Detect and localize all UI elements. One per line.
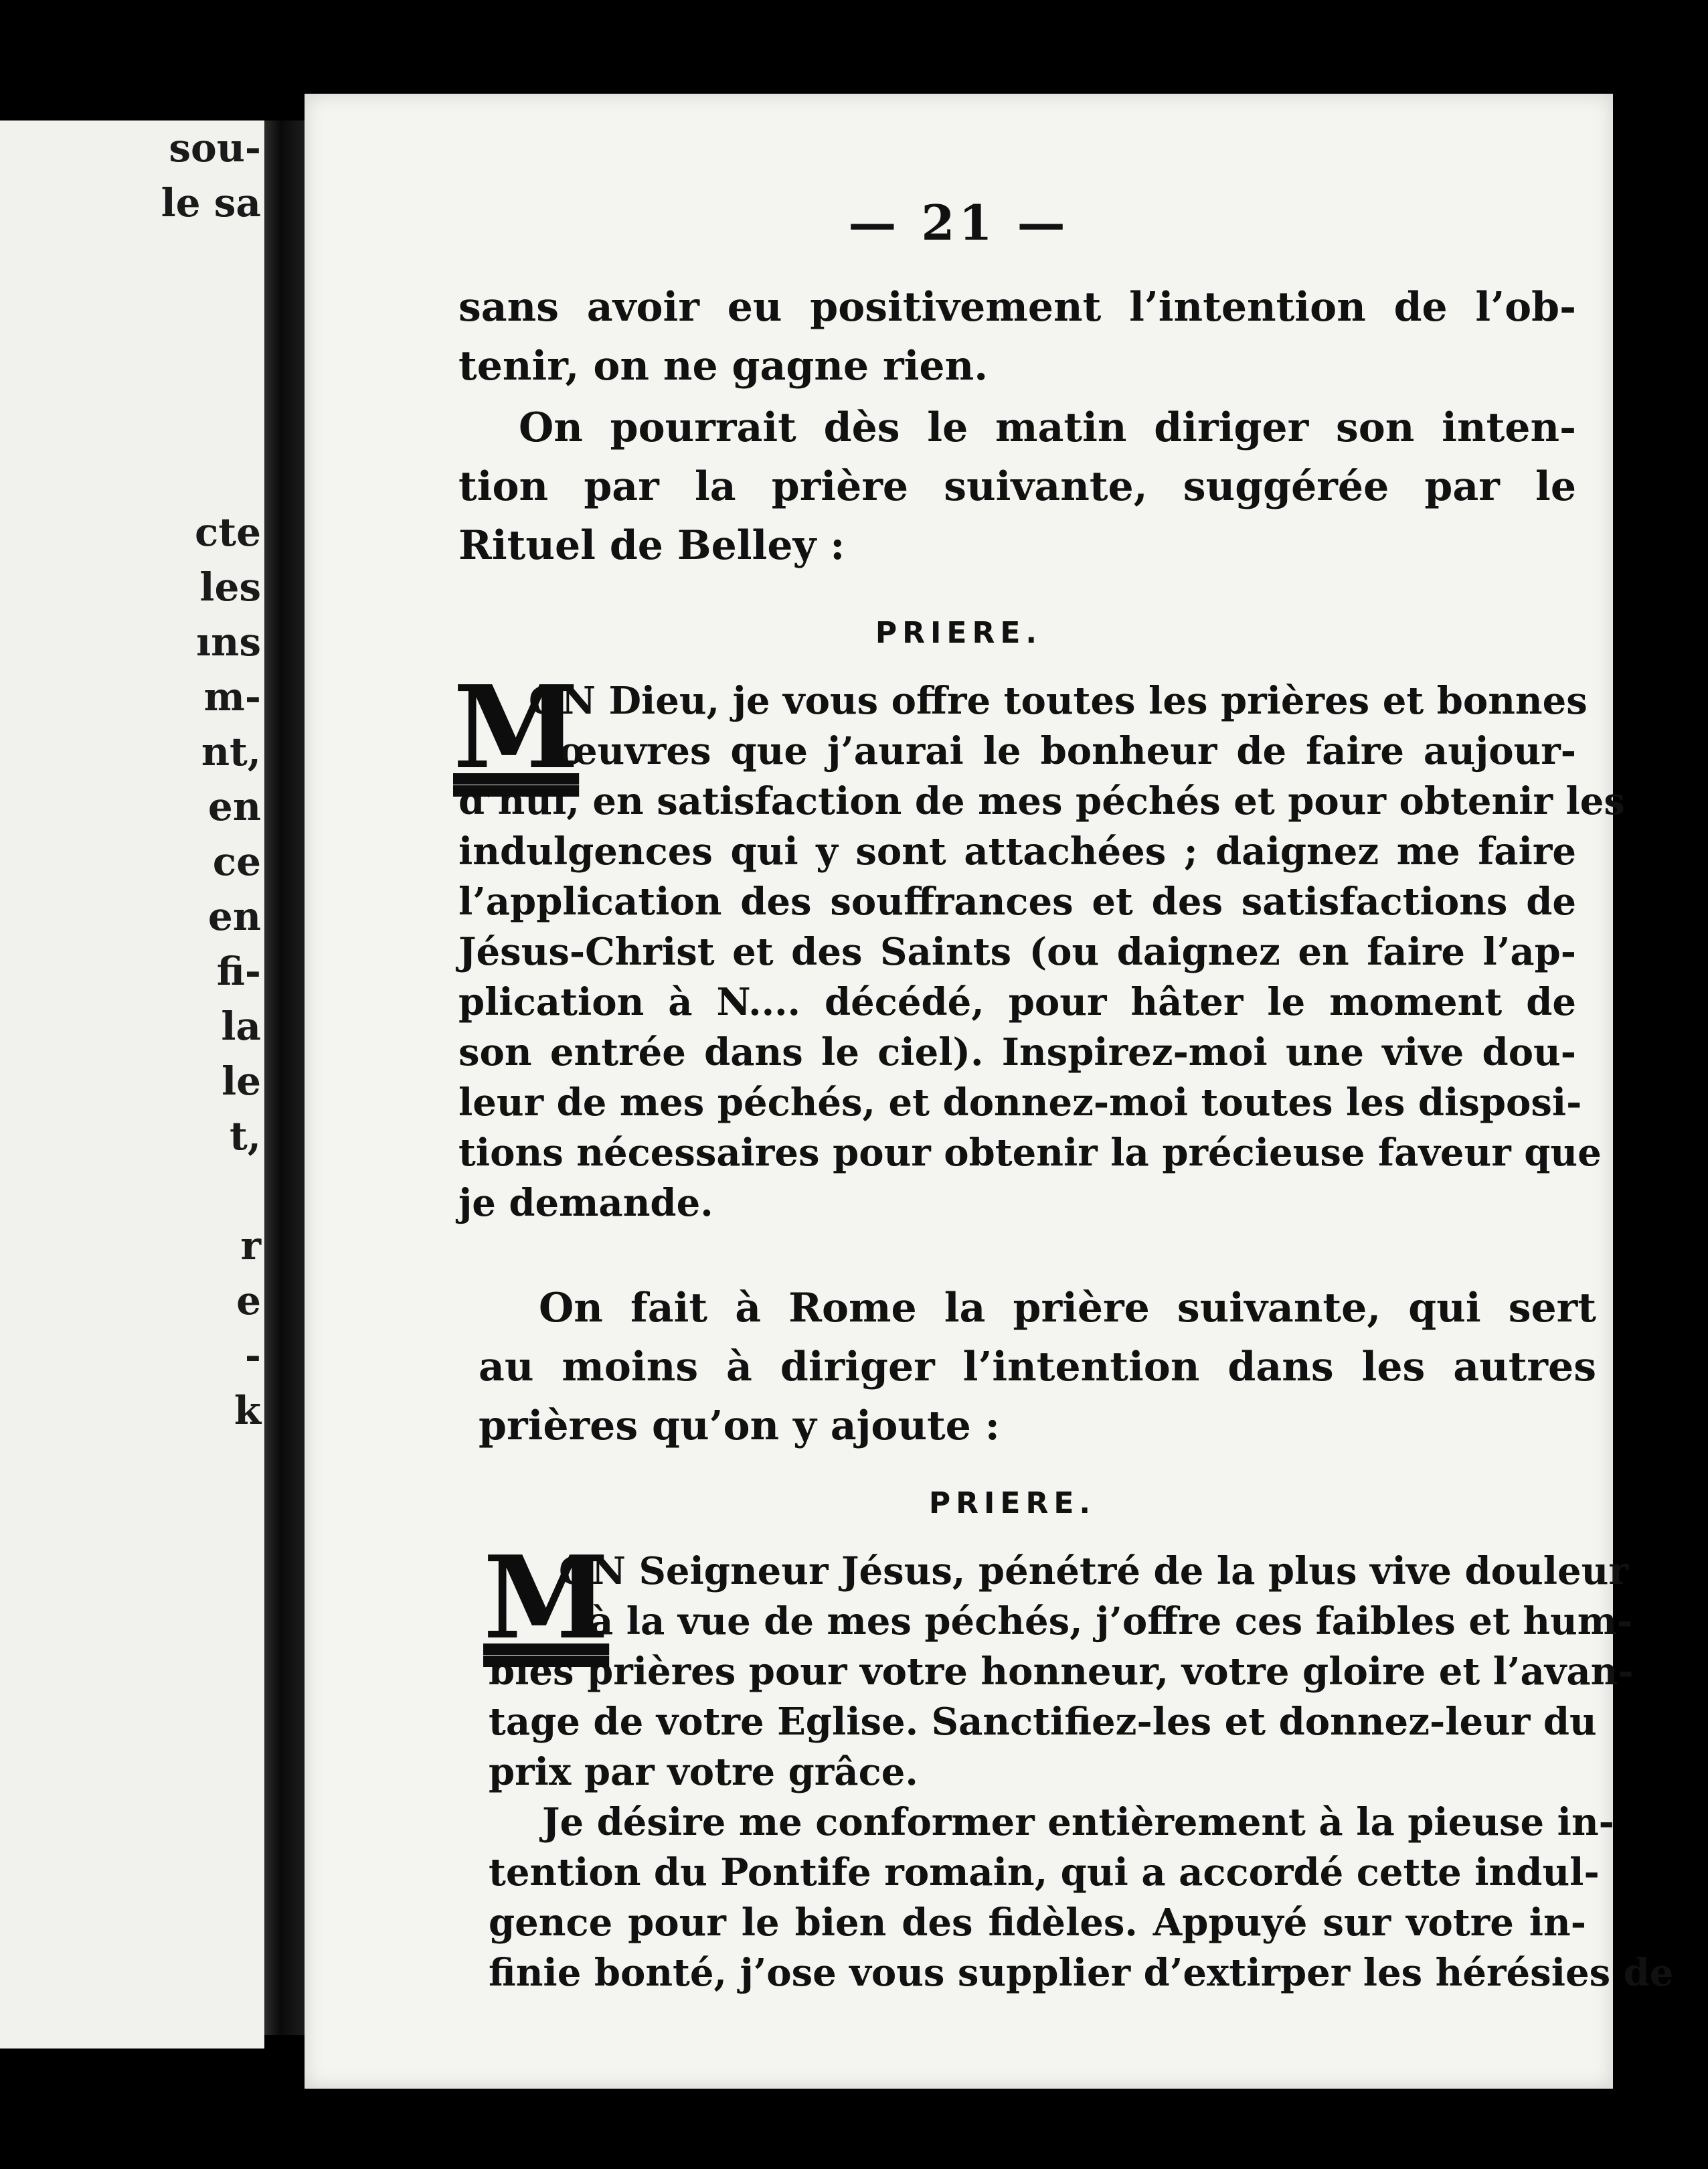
text-line: tions nécessaires pour obtenir la précieuse faveur que — [458, 1131, 1602, 1175]
left-page-fragment: m- — [203, 674, 261, 720]
left-page-fragment: les — [199, 564, 261, 610]
left-page-fragment — [7, 230, 261, 285]
prayer-heading-2: PRIERE. — [928, 1486, 1096, 1520]
page-number: — 21 — — [848, 194, 1070, 251]
text-line: tage de votre Eglise. Sanctifiez-les et donnez-leur du — [489, 1700, 1597, 1744]
left-page-fragment: k — [234, 1388, 261, 1433]
prayer-1 — [453, 661, 1625, 1228]
text-line: plication à N.... décédé, pour hâter le moment de — [458, 980, 1576, 1024]
text-line: tion par la prière suivante, suggérée par le — [458, 463, 1576, 510]
text-line: au moins à diriger l’intention dans les autres — [479, 1344, 1596, 1390]
left-page-text-fragments — [7, 120, 261, 1548]
text-line: prières qu’on y ajoute : — [479, 1402, 1000, 1449]
left-page-fragment: - — [244, 1333, 261, 1378]
text-line: indulgences qui y sont attachées ; daignez me faire — [458, 829, 1576, 874]
text-line: son entrée dans le ciel). Inspirez-moi une vive dou- — [458, 1030, 1576, 1074]
left-page-fragment — [7, 395, 261, 450]
left-page-fragment: en — [207, 894, 261, 939]
left-page-fragment: r — [240, 1223, 261, 1269]
left-page-fragment — [7, 1493, 261, 1548]
text-line: tenir, on ne gagne rien. — [458, 343, 989, 390]
text-line: œuvres que j’aurai le bonheur de faire aujour- — [559, 729, 1576, 773]
left-page-fragment — [7, 285, 261, 340]
text-line: d’hui, en satisfaction de mes péchés et pour obtenir les — [458, 779, 1625, 823]
text-line: Rituel de Belley : — [458, 522, 845, 569]
left-page-fragment: t, — [230, 1113, 261, 1159]
left-page-fragment: cte — [194, 509, 261, 555]
text-line: gence pour le bien des fidèles. Appuyé sur votre in- — [489, 1901, 1586, 1945]
text-line: à la vue de mes péchés, j’offre ces faibles et hum- — [589, 1599, 1633, 1643]
left-page-fragment: sou- — [169, 125, 261, 171]
left-page-fragment — [7, 450, 261, 505]
text-line: ON Dieu, je vous offre toutes les prières et bonnes — [529, 679, 1588, 723]
left-page-fragment — [7, 340, 261, 395]
left-page-fragment — [7, 1438, 261, 1493]
left-page-fragment: le sa — [161, 180, 261, 226]
text-line: Jésus-Christ et des Saints (ou daignez en faire l’ap- — [458, 930, 1576, 974]
left-page-fragment: ıns — [196, 619, 261, 665]
text-line: ON Seigneur Jésus, pénétré de la plus vive douleur — [559, 1549, 1628, 1593]
prayer-2 — [483, 1531, 1674, 1998]
left-page-fragment: fi- — [216, 949, 261, 994]
drop-cap-initial: M — [483, 1531, 610, 1665]
left-page — [0, 120, 264, 2048]
text-line: sans avoir eu positivement l’intention de l’ob- — [458, 284, 1576, 331]
text-line: finie bonté, j’ose vous supplier d’extirper les hérésies de — [489, 1951, 1674, 1995]
text-line: tention du Pontife romain, qui a accordé cette indul- — [489, 1850, 1600, 1895]
drop-cap-initial: M — [453, 661, 580, 795]
text-line: je demande. — [458, 1181, 713, 1225]
third-paragraph — [479, 1279, 1596, 1455]
text-line: prix par votre grâce. — [489, 1750, 918, 1794]
intro-paragraph — [458, 278, 1576, 396]
second-paragraph — [458, 398, 1576, 575]
left-page-fragment: nt, — [201, 729, 261, 775]
left-page-fragment: ce — [212, 839, 261, 884]
text-line: l’application des souffrances et des satisfactions de — [458, 880, 1576, 924]
book-gutter — [264, 120, 305, 2035]
text-line: On pourrait dès le matin diriger son inten- — [519, 404, 1576, 451]
left-page-fragment: e — [236, 1278, 261, 1323]
right-page — [305, 94, 1674, 2089]
left-page-fragment — [7, 1163, 261, 1218]
left-page-fragment: en — [207, 784, 261, 829]
text-line: bles prières pour votre honneur, votre gloire et l’avan- — [489, 1650, 1634, 1694]
text-line: Je désire me conformer entièrement à la pieuse in- — [542, 1800, 1614, 1844]
left-page-fragment: la — [221, 1003, 261, 1049]
text-line: On fait à Rome la prière suivante, qui sert — [539, 1285, 1596, 1332]
text-line: leur de mes péchés, et donnez-moi toutes les disposi- — [458, 1080, 1582, 1125]
left-page-fragment: le — [222, 1058, 261, 1104]
prayer-heading-1: PRIERE. — [875, 616, 1043, 650]
